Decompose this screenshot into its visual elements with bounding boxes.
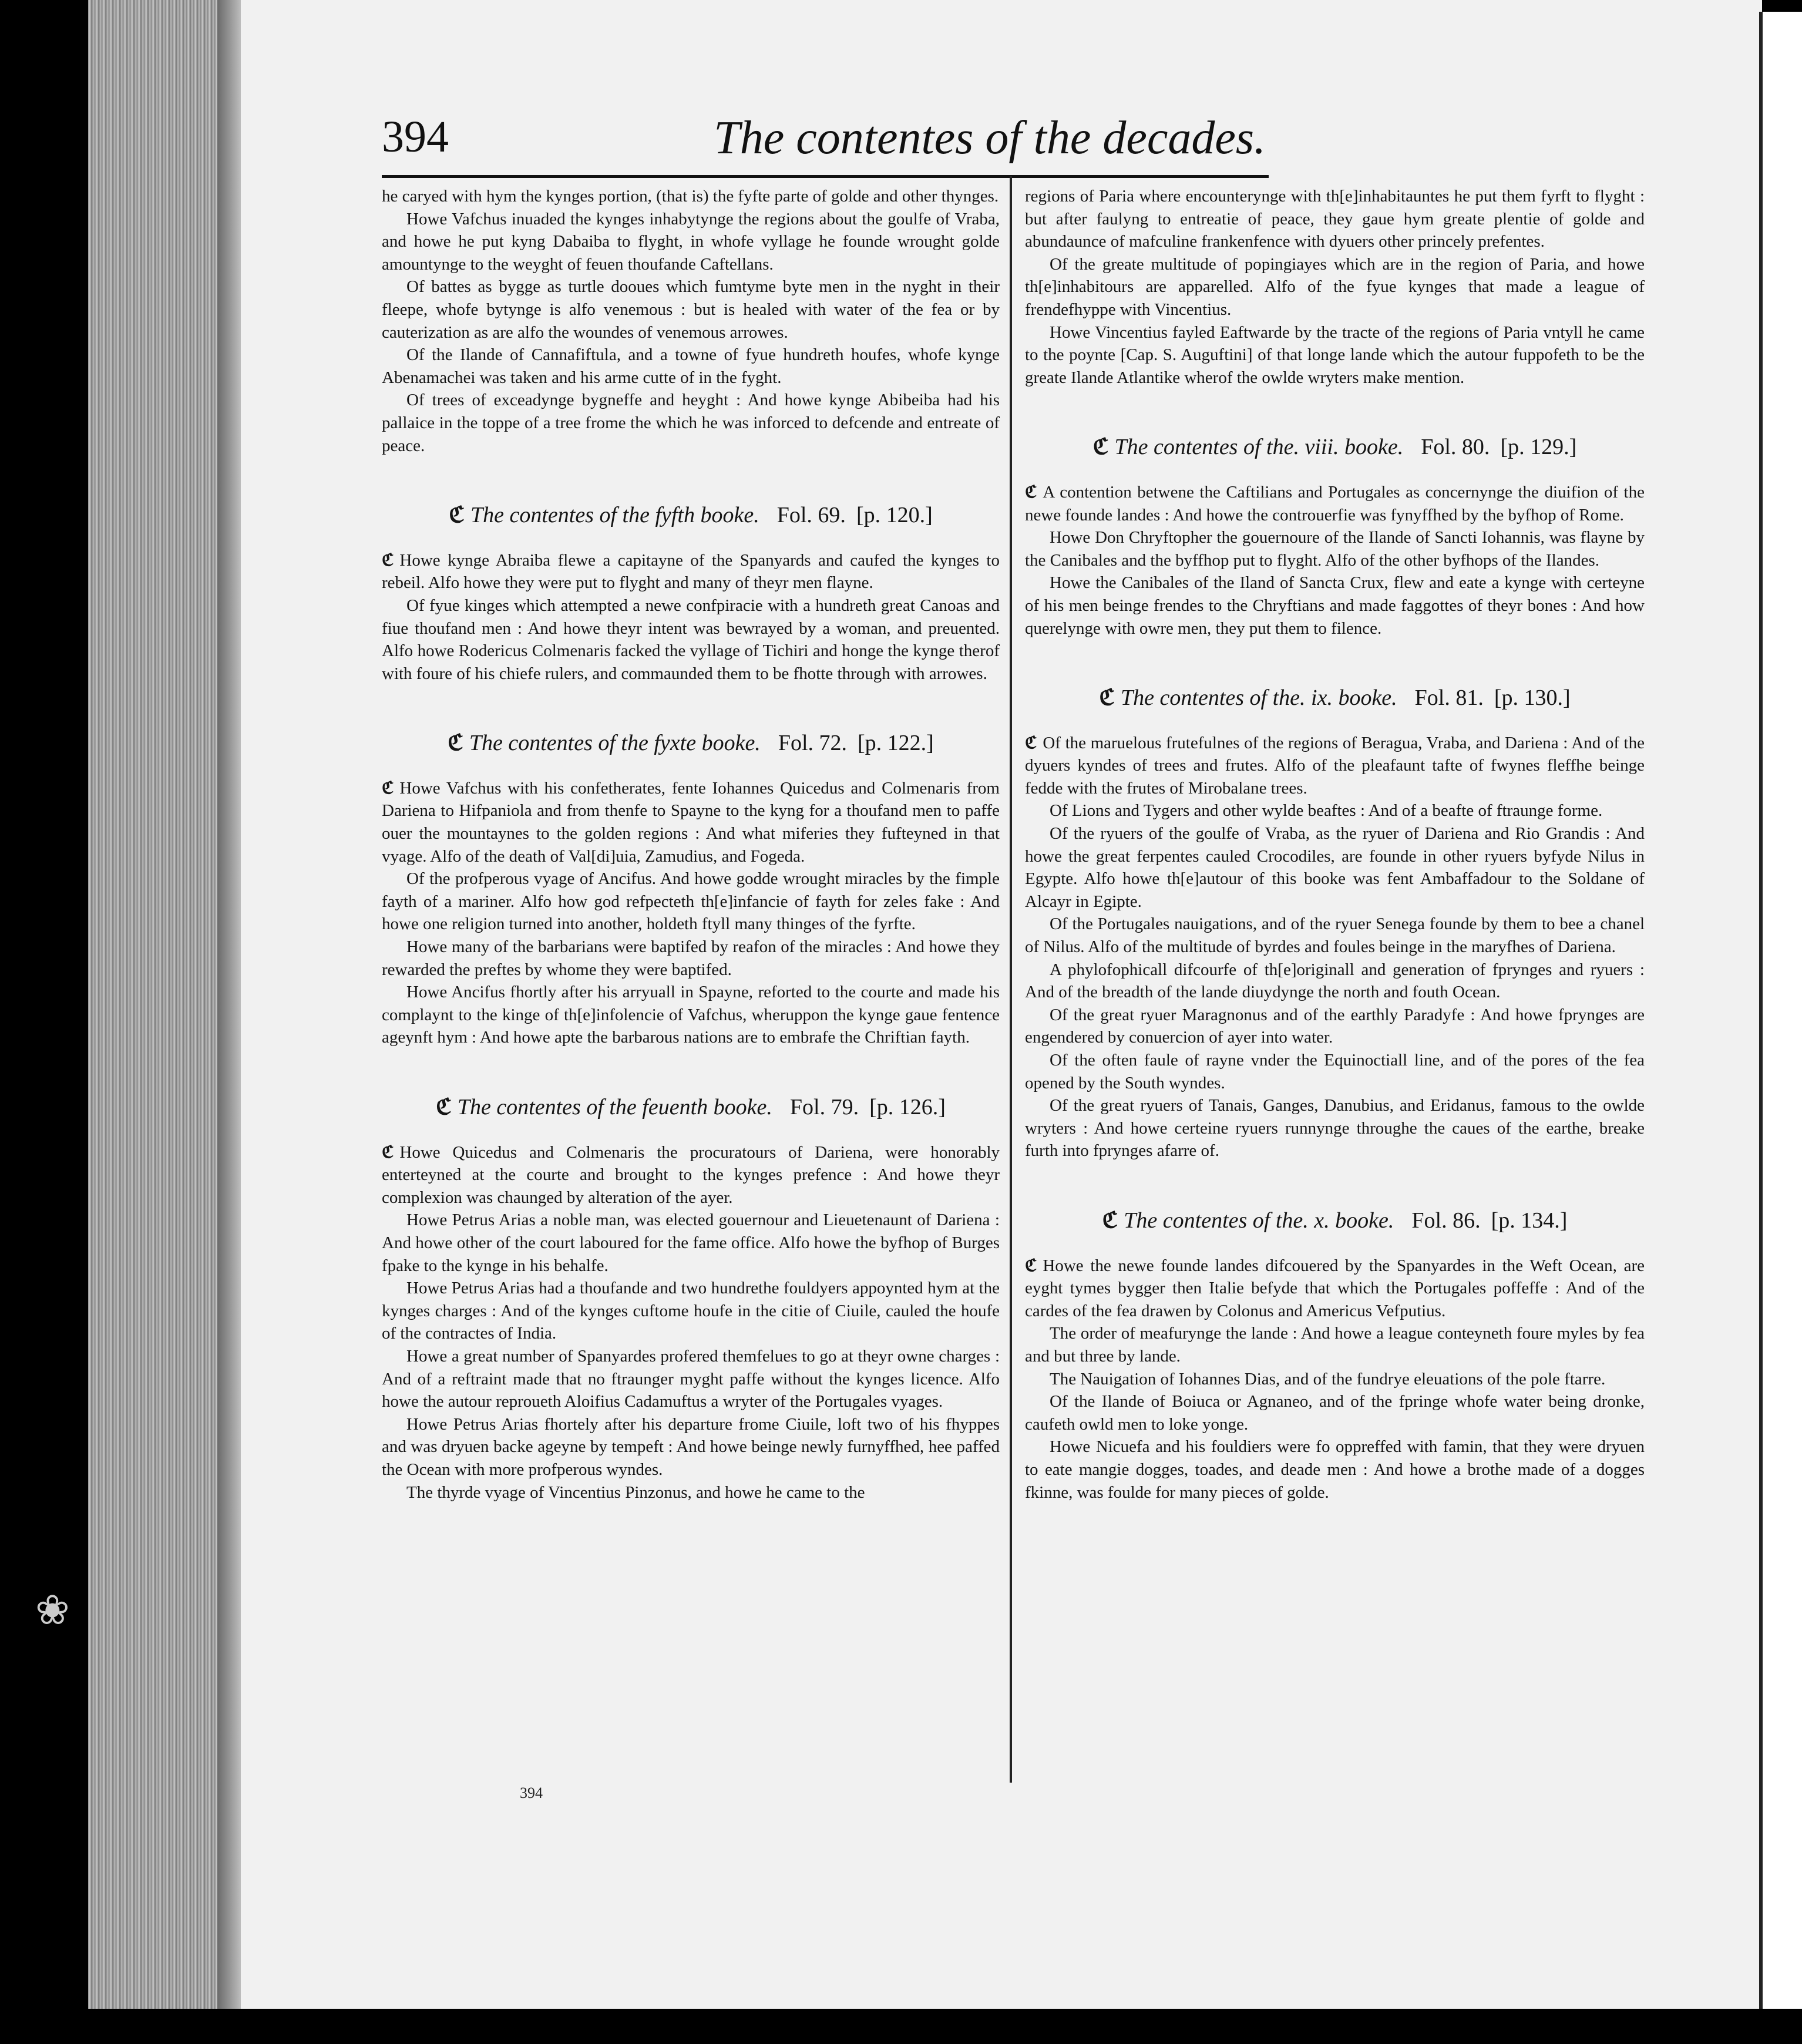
pilcrow-icon: ℭ bbox=[1102, 1208, 1118, 1233]
pilcrow-icon: ℭ bbox=[1025, 733, 1037, 752]
paragraph: Of the ryuers of the goulfe of Vraba, as the ryuer of Dariena and Rio Grandis : And howe the great ferpentes cauled Crocodiles, are founde in other ryuers byfyde Nilus in Egypte. Alfo howe th[e]autour of this booke was fent Ambaffadour to the Soldane of Alcayr in Egipte. bbox=[1025, 824, 1645, 911]
paragraph: Howe Vincentius fayled Eaftwarde by the tracte of the regions of Paria vntyll he came to the poynte [Cap. S. Auguftini] of that longe lande which the autour fuppofeth to be the greate Ilande Atlantike wherof the owlde wryters make mention. bbox=[1025, 322, 1645, 387]
paragraph: The thyrde vyage of Vincentius Pinzonus, and howe he came to the bbox=[406, 1482, 865, 1502]
paragraph: ℭ Howe Vafchus with his confetherates, fente Iohannes Quicedus and Colmenaris from Dariena to Hifpaniola and from thenfe to Spayne to the kyng for a thoufand men to paffe ouer the mountaynes to the golden regions : And what miferies they fufteyned in that vyage. Alfo of the death of Val[di]uia, Zamudius, and Fogeda. bbox=[382, 778, 1000, 866]
header-rule bbox=[382, 175, 1269, 178]
page-ref: [p. 126.] bbox=[869, 1095, 946, 1120]
section-title: The contentes of the. x. booke. bbox=[1124, 1208, 1394, 1233]
folio-ref: Fol. 80. bbox=[1421, 435, 1490, 460]
paragraph: Of the greate multitude of popingiayes which are in the region of Paria, and howe th[e]inhabitours are apparelled. Alfo of the fyue kynges that made a league of frendefhyppe with Vincentius. bbox=[1025, 254, 1645, 319]
right-column bbox=[1025, 185, 1645, 1504]
paragraph: regions of Paria where encounterynge with th[e]inhabitauntes he put them fyrft to flyght : but after faulyng to entreatie of peace, they gaue hym greate plentie of golde and abundaunce of mafculine frankenfence with dyuers other princely prefentes. bbox=[1025, 187, 1645, 251]
paragraph: Howe Don Chryftopher the gouernoure of the Ilande of Sancti Iohannis, was flayne by the Canibales and the byffhop put to flyght. Alfo of the other byfhops of the Ilandes. bbox=[1025, 528, 1645, 570]
paragraph: Howe Petrus Arias had a thoufande and two hundrethe fouldyers appoynted hym at the kynges charges : And of the kynges cuftome houfe in the citie of Ciuile, cauled the houfe of the contractes of India. bbox=[382, 1279, 1000, 1343]
scan-border bbox=[0, 2009, 1802, 2044]
footer-signature: 394 bbox=[520, 1784, 543, 1801]
page-header bbox=[382, 106, 1266, 176]
page-ref: [p. 129.] bbox=[1500, 435, 1577, 460]
section-title: The contentes of the. viii. booke. bbox=[1114, 435, 1404, 460]
paragraph: ℭ Howe the newe founde landes difcouered by the Spanyardes in the Weft Ocean, are eyght tymes bygger then Italie befyde that which the Portugales poffeffe : And of the cardes of the fea drawen by Colonus and Americus Vefputius. bbox=[1025, 1256, 1645, 1320]
pilcrow-icon: ℭ bbox=[382, 550, 394, 570]
facing-page-edge bbox=[1759, 12, 1802, 2009]
section-title: The contentes of the fyfth booke. bbox=[470, 503, 759, 528]
section-heading bbox=[1025, 436, 1645, 459]
page-ref: [p. 122.] bbox=[858, 731, 934, 756]
paragraph: Of the Portugales nauigations, and of the ryuer Senega founde by them to bee a chanel of Nilus. Alfo of the multitude of byrdes and foules beinge in the maryfhes of Dariena. bbox=[1025, 915, 1645, 957]
folio-ref: Fol. 72. bbox=[778, 731, 848, 756]
pilcrow-icon: ℭ bbox=[448, 731, 463, 756]
page-ref: [p. 134.] bbox=[1491, 1208, 1568, 1233]
section-heading bbox=[382, 1096, 1000, 1119]
pilcrow-icon: ℭ bbox=[382, 778, 394, 798]
section-title: The contentes of the. ix. booke. bbox=[1121, 685, 1397, 711]
paragraph: Of the great ryuer Maragnonus and of the earthly Paradyfe : And howe fprynges are engendered by conuercion of ayer into water. bbox=[1025, 1005, 1645, 1047]
paragraph: Of battes as bygge as turtle dooues which fumtyme byte men in the nyght in their fleepe, whofe bytynge is alfo venemous : but is healed with water of the fea or by cauterization as are alfo the woundes of venemous arrowes. bbox=[382, 277, 1000, 342]
paragraph: A phylofophicall difcourfe of th[e]originall and generation of fprynges and ryuers : And of the breadth of the lande diuydynge the north and fouth Ocean. bbox=[1025, 960, 1645, 1002]
section-title: The contentes of the fyxte booke. bbox=[469, 731, 761, 756]
paragraph: Howe Nicuefa and his fouldiers were fo oppreffed with famin, that they were dryuen to eate mangie dogges, toades, and deade men : And howe a brothe made of a dogges fkinne, was foulde for many pieces of golde. bbox=[1025, 1437, 1645, 1502]
paragraph: Howe Ancifus fhortly after his arryuall in Spayne, reforted to the courte and made his complaynt to the kinge of th[e]infolencie of Vafchus, wheruppon the kynge gaue fentence ageynft hym : And howe apte the barbarous nations are to embrafe the Chriftian fayth. bbox=[382, 983, 1000, 1047]
page-ref: [p. 130.] bbox=[1494, 685, 1571, 711]
pilcrow-icon: ℭ bbox=[436, 1095, 452, 1120]
pilcrow-icon: ℭ bbox=[1025, 1256, 1037, 1275]
paragraph: Of trees of exceadynge bygneffe and heyght : And howe kynge Abibeiba had his pallaice in the toppe of a tree frome the which he was inforced to defcende and entreate of peace. bbox=[382, 391, 1000, 455]
paragraph: Howe many of the barbarians were baptifed by reafon of the miracles : And howe they rewarded the preftes by whome they were baptifed. bbox=[382, 937, 1000, 979]
pilcrow-icon: ℭ bbox=[1025, 482, 1037, 502]
paragraph: Of the profperous vyage of Ancifus. And howe godde wrought miracles by the fimple fayth of a mariner. Alfo how god refpecteth th[e]infancie of fayth for zeles fake : And howe one religion turned into another, holdeth ftyll many thinges of the fyrfte. bbox=[382, 869, 1000, 934]
folio-ref: Fol. 69. bbox=[776, 503, 846, 528]
paragraph: ℭ A contention betwene the Caftilians and Portugales as concernynge the diuifion of the newe founde landes : And howe the controuerfie was fynyffhed by the byfhop of Rome. bbox=[1025, 482, 1645, 525]
paragraph: ℭ Howe kynge Abraiba flewe a capitayne of the Spanyards and caufed the kynges to rebeil. Alfo howe they were put to flyght and many of theyr men flayne. bbox=[382, 550, 1000, 593]
paragraph: The order of meafurynge the lande : And howe a league conteyneth foure myles by fea and but three by lande. bbox=[1025, 1324, 1645, 1366]
pilcrow-icon: ℭ bbox=[382, 1142, 394, 1162]
section-heading bbox=[382, 504, 1000, 527]
page-number: 394 bbox=[382, 112, 449, 162]
left-column bbox=[382, 185, 1000, 1504]
paragraph: Howe a great number of Spanyardes profered themfelues to go at theyr owne charges : And of a reftraint made that no ftraunger myght paffe without the kynges licence. Alfo howe the autour reproueth Aloifius Cadamuftus a wryter of the Portugales vyages. bbox=[382, 1346, 1000, 1411]
column-divider bbox=[1010, 176, 1012, 1783]
paragraph: ℭ Of the maruelous frutefulnes of the regions of Beragua, Vraba, and Dariena : And of the dyuers kyndes of trees and frutes. Alfo of the pleafaunt tafte of fwynes fleffhe beinge fedde with the frutes of Mirobalane trees. bbox=[1025, 733, 1645, 798]
paragraph: Of the Ilande of Cannafiftula, and a towne of fyue hundreth houfes, whofe kynge Abenamachei was taken and his arme cutte of in the fyght. bbox=[382, 345, 1000, 387]
paragraph: Of the Ilande of Boiuca or Agnaneo, and of the fpringe whofe water being dronke, caufeth owld men to loke yonge. bbox=[1025, 1392, 1645, 1434]
paragraph: Of the often faule of rayne vnder the Equinoctiall line, and of the pores of the fea opened by the South wyndes. bbox=[1025, 1051, 1645, 1092]
pilcrow-icon: ℭ bbox=[449, 503, 465, 528]
section-heading bbox=[1025, 687, 1645, 710]
paragraph: Howe Petrus Arias fhortely after his departure frome Ciuile, loft two of his fhyppes and was dryuen backe ageyne by tempeft : And howe beinge newly furnyffhed, hee paffed the Ocean with more profperous wyndes. bbox=[382, 1414, 1000, 1479]
pilcrow-icon: ℭ bbox=[1092, 435, 1109, 460]
section-title: The contentes of the feuenth booke. bbox=[457, 1095, 772, 1120]
paragraph: Of the great ryuers of Tanais, Ganges, Danubius, and Eridanus, famous to the owlde wryters : And howe certeine ryuers runnynge throughe the caues of the earthe, breake furth into fprynges afarre of. bbox=[1025, 1096, 1645, 1161]
folio-ref: Fol. 79. bbox=[789, 1095, 859, 1120]
margin-ornament-icon: ❀ bbox=[35, 1588, 70, 1633]
section-heading bbox=[382, 732, 1000, 755]
paragraph: Of Lions and Tygers and other wylde beaftes : And of a beafte of ftraunge forme. bbox=[1050, 801, 1603, 821]
page-ref: [p. 120.] bbox=[856, 503, 933, 528]
paragraph: Howe the Canibales of the Iland of Sancta Crux, flew and eate a kynge with certeyne of his men beinge frendes to the Chryftians and made faggottes of theyr bones : And how querelynge with owre men, they put them to filence. bbox=[1025, 573, 1645, 638]
paragraph: Howe Petrus Arias a noble man, was elected gouernour and Lieuetenaunt of Dariena : And howe other of the court laboured for the fame office. Alfo howe the byfhop of Burges fpake to the kynge in his behalfe. bbox=[382, 1211, 1000, 1275]
pilcrow-icon: ℭ bbox=[1099, 685, 1115, 711]
section-heading bbox=[1025, 1209, 1645, 1232]
running-title: The contentes of the decades. bbox=[714, 112, 1266, 164]
book-page-edges bbox=[88, 0, 235, 2009]
paragraph: The Nauigation of Iohannes Dias, and of the fundrye eleuations of the pole ftarre. bbox=[1050, 1369, 1606, 1389]
paragraph: he caryed with hym the kynges portion, (that is) the fyfte parte of golde and other thynges. bbox=[382, 187, 999, 206]
paragraph: ℭ Howe Quicedus and Colmenaris the procuratours of Dariena, were honorably enterteyned at the courte and brought to the kynges prefence : And howe theyr complexion was chaunged by alteration of the ayer. bbox=[382, 1142, 1000, 1207]
folio-ref: Fol. 81. bbox=[1414, 685, 1484, 711]
paragraph: Of fyue kinges which attempted a newe confpiracie with a hundreth great Canoas and fiue thoufand men : And howe theyr intent was bewrayed by a woman, and preuented. Alfo howe Rodericus Colmenaris facked the vyllage of Tichiri and honge the kynge therof with foure of his chiefe rulers, and commaunded them to be fhotte through with arrowes. bbox=[382, 596, 1000, 683]
folio-ref: Fol. 86. bbox=[1411, 1208, 1481, 1233]
paragraph: Howe Vafchus inuaded the kynges inhabytynge the regions about the goulfe of Vraba, and howe he put kyng Dabaiba to flyght, in whofe vyllage he founde wrought golde amountynge to the weyght of feuen thoufande Caftellans. bbox=[382, 209, 1000, 274]
